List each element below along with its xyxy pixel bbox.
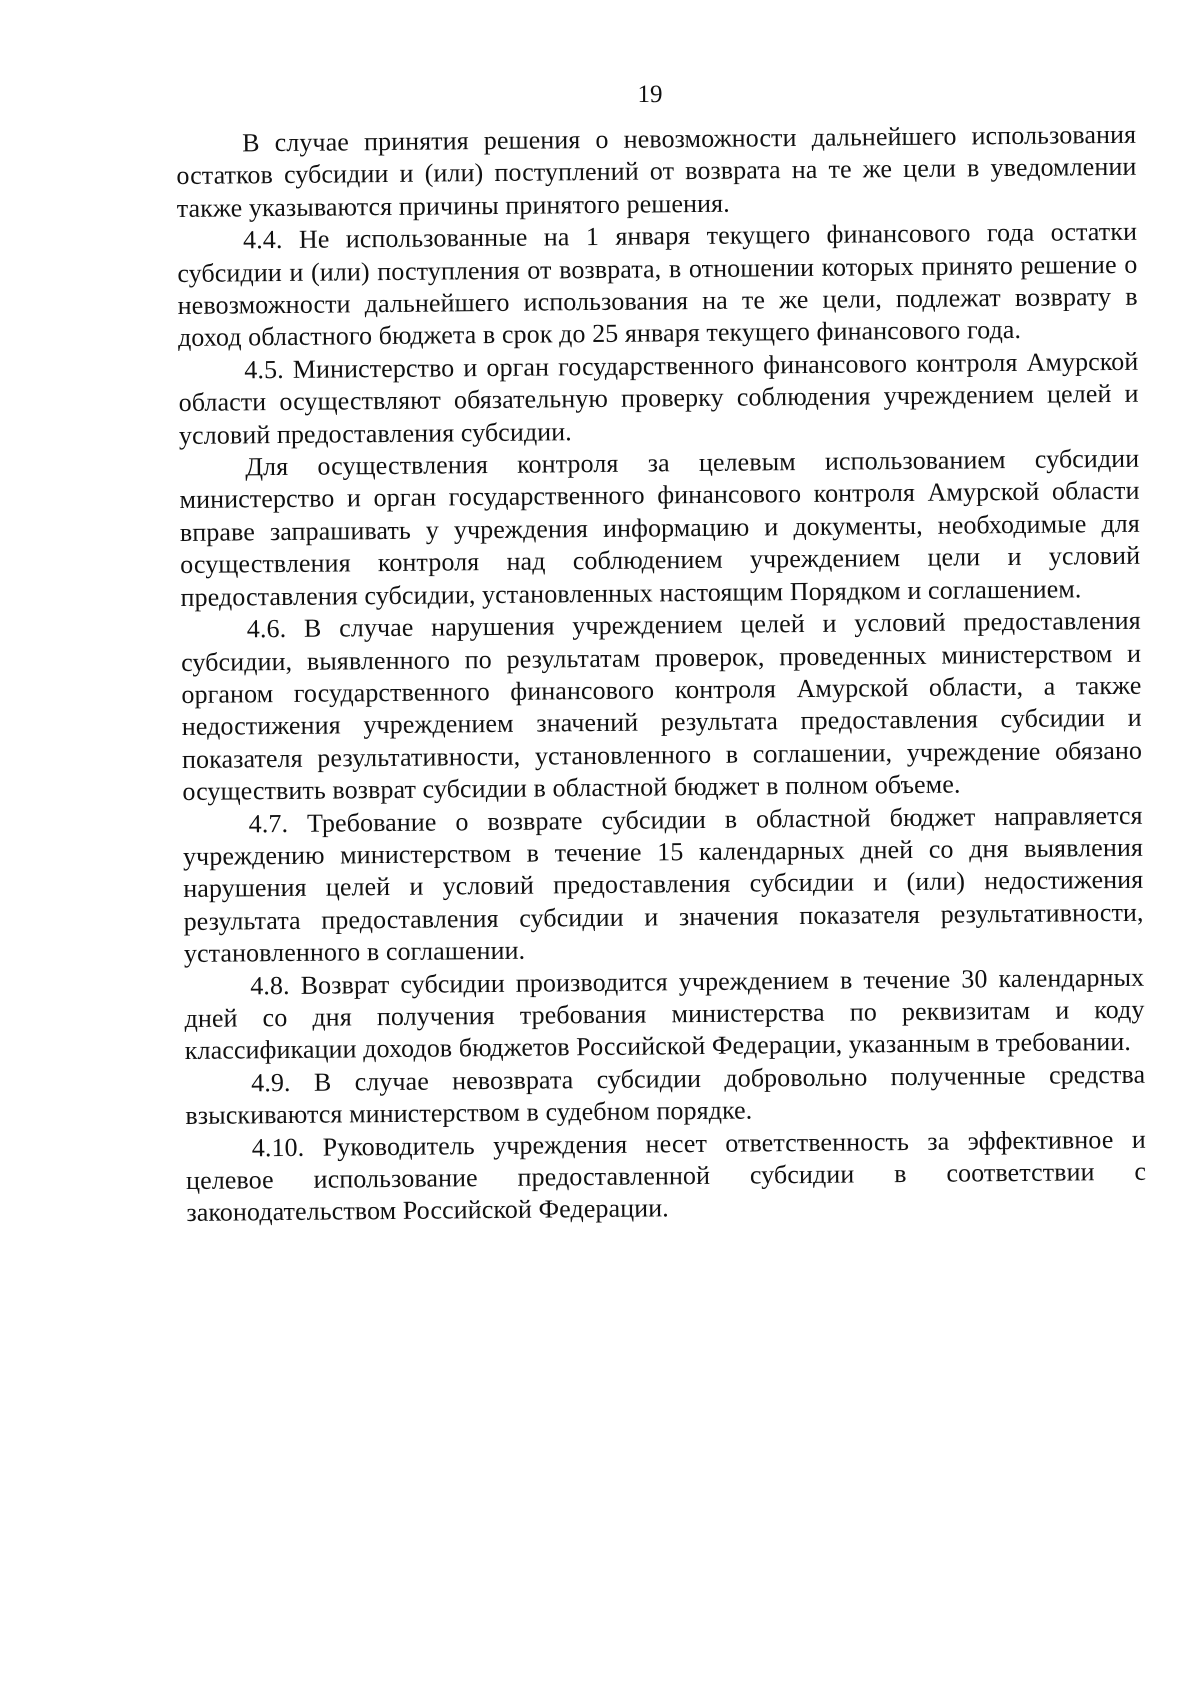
- paragraph-refusal-reasons: В случае принятия решения о невозможности дальнейшего использования остатков субсидии и (или) поступлений от возврата на те же цели в уведомлении также указываются причины принятого решения.: [176, 119, 1137, 223]
- paragraph-4-10: 4.10. Руководитель учреждения несет ответственность за эффективное и целевое использование предоставленной субсидии в соответствии с законодательством Российской Федерации.: [185, 1124, 1147, 1228]
- paragraph-4-7: 4.7. Требование о возврате субсидии в областной бюджет направляется учреждению министерством в течение 15 календарных дней со дня выявления нарушения целей и условий предоставления субсидии и (или) недостижения результата предоставления субсидии и значения показателя результативности, установленного в соглашении.: [182, 800, 1144, 969]
- page-number: 19: [637, 81, 663, 108]
- paragraph-4-4: 4.4. Не использованные на 1 января текущего финансового года остатки субсидии и (или) поступления от возврата, в отношении которых принято решение о невозможности дальнейшего использования на те же цели, подлежат возврату в доход областного бюджета в срок до 25 января текущего финансового года.: [177, 216, 1138, 353]
- document-body: [176, 119, 1147, 1230]
- paragraph-4-9: 4.9. В случае невозврата субсидии добровольно полученные средства взыскиваются министерством в судебном порядке.: [185, 1059, 1146, 1131]
- paragraph-4-5: 4.5. Министерство и орган государственного финансового контроля Амурской области осуществляют обязательную проверку соблюдения учреждением целей и условий предоставления субсидии.: [178, 346, 1139, 450]
- paragraph-4-6: 4.6. В случае нарушения учреждением целей и условий предоставления субсидии, выявленного по результатам проверок, проведенных министерством и органом государственного финансового контроля Амурской области, а также недостижения учреждением значений результата предоставления субсидии и показателя результативности, установленного в соглашении, учреждение обязано осуществить возврат субсидии в областной бюджет в полном объеме.: [180, 605, 1143, 807]
- paragraph-control: Для осуществления контроля за целевым использованием субсидии министерство и орган государственного финансового контроля Амурской области вправе запрашивать у учреждения информацию и документы, необходимые для осуществления контроля над соблюдением учреждением цели и условий предоставления субсидии, установленных настоящим Порядком и соглашением.: [179, 443, 1141, 612]
- paragraph-4-8: 4.8. Возврат субсидии производится учреждением в течение 30 календарных дней со дня получения требования министерства по реквизитам и коду классификации доходов бюджетов Российской Федерации, указанным в требовании.: [184, 962, 1145, 1066]
